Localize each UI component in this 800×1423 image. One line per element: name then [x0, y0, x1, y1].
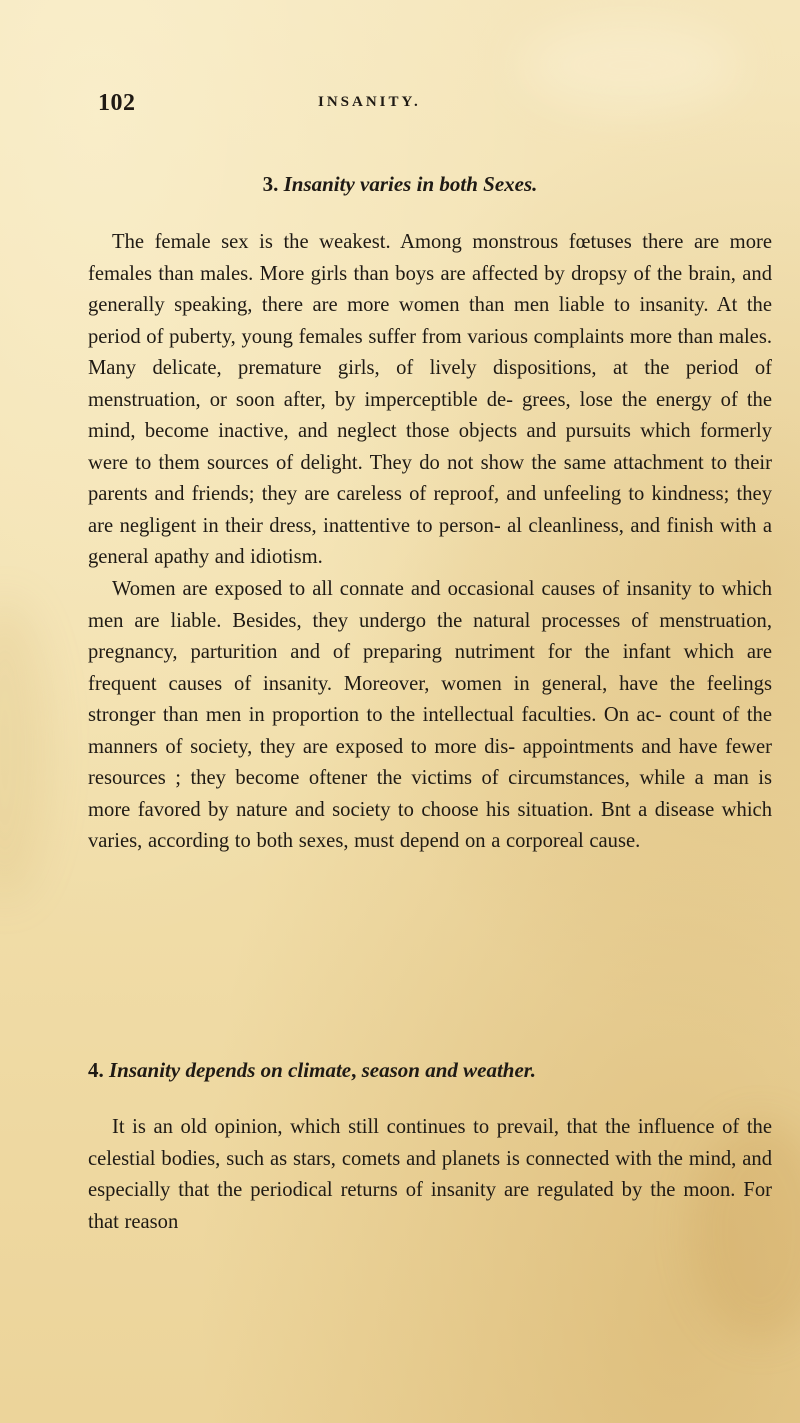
- paragraph: Women are exposed to all connate and occasional causes of insanity to which men are liable. Besides, they undergo the natural processes of menstruation, pregnancy, parturition and of preparing nutriment for the infant which are frequent causes of insanity. Moreover, women in general, have the feelings stronger than men in proportion to the intellectual faculties. On ac- count of the manners of society, they are exposed to more dis- appointments and have fewer resources ; they become oftener the victims of circumstances, while a man is more favored by nature and society to choose his situation. Bnt a disease which varies, according to both sexes, must depend on a corporeal cause.: [88, 578, 772, 853]
- section-3-body: [88, 227, 772, 858]
- section-number: 4.: [88, 1058, 104, 1082]
- section-title-part: Insanity depends on climate: [109, 1058, 352, 1082]
- section-title: Insanity varies in both Sexes.: [283, 172, 538, 196]
- section-4-heading: [88, 1058, 788, 1083]
- paragraph: The female sex is the weakest. Among monstrous fœtuses there are more females than males. More girls than boys are affected by dropsy of the brain, and generally speaking, there are more women than men liable to insanity. At the period of puberty, young females suffer from various complaints more than males. Many delicate, premature girls, of lively dispositions, at the period of menstruation, or soon after, by imperceptible de- grees, lose the energy of the mind, become inactive, and neglect those objects and pursuits which formerly were to them sources of delight. They do not show the same attachment to their parents and friends; they are careless of reproof, and unfeeling to kindness; they are negligent in their dress, inattentive to person- al cleanliness, and finish with a general apathy and idiotism.: [88, 231, 772, 569]
- section-3-heading: [0, 172, 800, 197]
- paragraph: It is an old opinion, which still continues to prevail, that the influence of the celestial bodies, such as stars, comets and planets is connected with the mind, and especially that the periodical returns of insanity are regulated by the moon. For that reason: [88, 1116, 772, 1233]
- section-title-part: season and weather.: [356, 1058, 537, 1082]
- running-head: INSANITY.: [318, 94, 421, 110]
- page-number: 102: [98, 90, 136, 116]
- section-title-comma: ,: [351, 1058, 357, 1082]
- paper-stain: [0, 600, 50, 900]
- section-4-body: [88, 1112, 772, 1238]
- page-header: [98, 90, 718, 120]
- section-number: 3.: [262, 172, 279, 196]
